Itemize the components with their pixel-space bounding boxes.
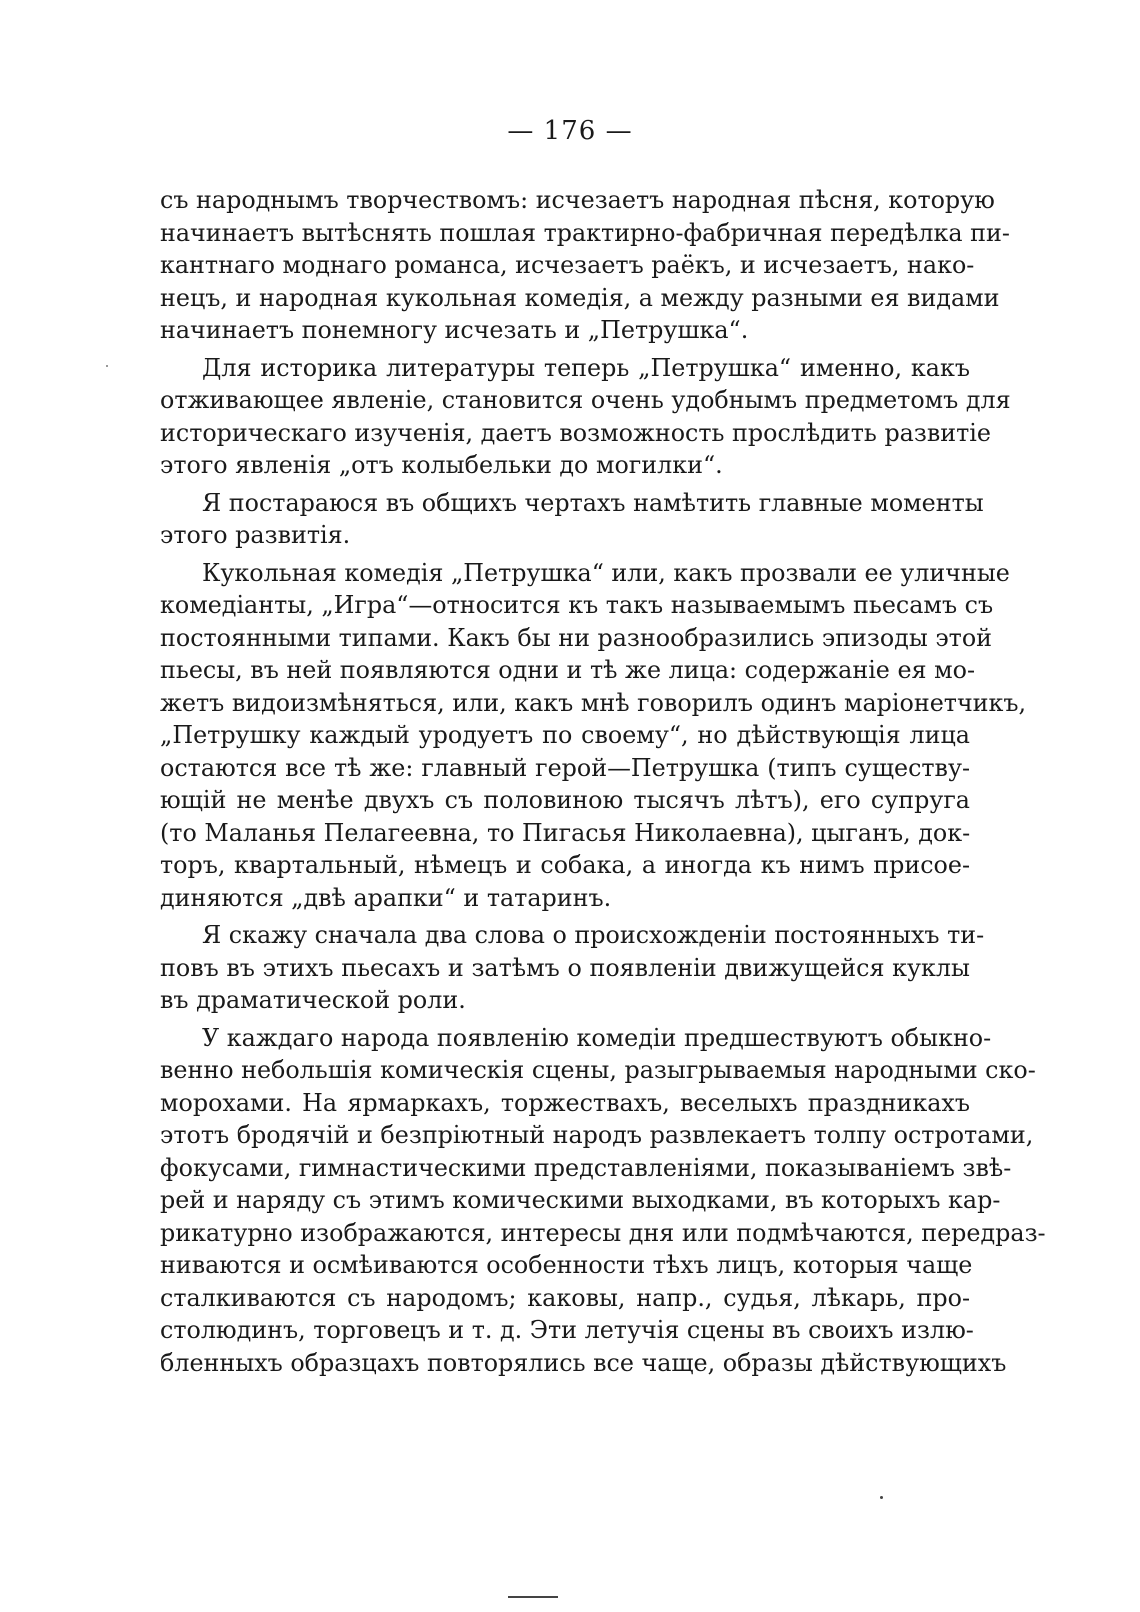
body-text: [160, 184, 1046, 1379]
paragraph: [160, 184, 1010, 347]
text-line: Я постараюся въ общихъ чертахъ намѣтить главные моменты: [202, 488, 984, 517]
text-line: У каждаго народа появленію комедіи предшествуютъ обыкно-: [202, 1023, 992, 1052]
text-line: сталкиваются съ народомъ; каковы, напр., судья, лѣкарь, про-: [160, 1283, 970, 1312]
paragraph: [160, 1022, 1046, 1380]
text-line: съ народнымъ творчествомъ: исчезаетъ народная пѣсня, которую: [160, 186, 995, 214]
text-line: морохами. На ярмаркахъ, торжествахъ, веселыхъ праздникахъ: [160, 1088, 970, 1117]
text-line: этотъ бродячій и безпріютный народъ развлекаетъ толпу остротами,: [160, 1121, 1034, 1149]
paragraph: [160, 487, 984, 552]
text-line: постоянными типами. Какъ бы ни разнообразились эпизоды этой: [160, 623, 993, 652]
paragraph: [160, 919, 985, 1017]
text-line: пьесы, въ ней появляются одни и тѣ же лица: содержаніе ея мо-: [160, 656, 975, 684]
text-line: Я скажу сначала два слова о происхожденіи постоянныхъ ти-: [202, 921, 985, 949]
page-number: — 176 —: [507, 116, 633, 146]
text-line: венно небольшія комическія сцены, разыгрываемыя народными ско-: [160, 1056, 1036, 1084]
text-line: торъ, квартальный, нѣмецъ и собака, а иногда къ нимъ присое-: [160, 851, 970, 879]
paragraph: [160, 557, 1027, 915]
text-line: диняются „двѣ арапки“ и татаринъ.: [160, 883, 612, 912]
scan-speck-left: [106, 365, 108, 367]
text-line: столюдинъ, торговецъ и т. д. Эти летучія сцены въ своихъ излю-: [160, 1316, 974, 1344]
text-line: „Петрушку каждый уродуетъ по своему“, но дѣйствующія лица: [160, 721, 970, 749]
text-line: начинаетъ понемногу исчезать и „Петрушка“.: [160, 316, 749, 344]
text-line: остаются все тѣ же: главный герой—Петрушка (типъ существу-: [160, 753, 970, 782]
scan-speck: [880, 1496, 883, 1499]
text-line: рикатурно изображаются, интересы дня или подмѣчаются, передраз-: [160, 1218, 1046, 1247]
text-line: отживающее явленіе, становится очень удобнымъ предметомъ для: [160, 386, 1011, 414]
text-line: кантнаго моднаго романса, исчезаетъ раёкъ, и исчезаетъ, нако-: [160, 251, 975, 279]
text-line: (то Маланья Пелагеевна, то Пигасья Николаевна), цыганъ, док-: [160, 818, 971, 847]
text-line: начинаетъ вытѣснять пошлая трактирно-фабричная передѣлка пи-: [160, 218, 1010, 247]
text-line: этого явленія „отъ колыбельки до могилки“.: [160, 451, 723, 479]
text-line: повъ въ этихъ пьесахъ и затѣмъ о появленіи движущейся куклы: [160, 953, 970, 982]
text-line: Для историка литературы теперь „Петрушка“ именно, какъ: [202, 353, 970, 382]
paragraph: [160, 352, 1011, 482]
text-line: ниваются и осмѣиваются особенности тѣхъ лицъ, которыя чаще: [160, 1251, 973, 1279]
text-line: нецъ, и народная кукольная комедія, а между разными ея видами: [160, 283, 1000, 312]
text-line: рей и наряду съ этимъ комическими выходками, въ которыхъ кар-: [160, 1186, 1001, 1214]
text-line: фокусами, гимнастическими представленіями, показываніемъ звѣ-: [160, 1153, 1012, 1182]
text-line: жетъ видоизмѣняться, или, какъ мнѣ говорилъ одинъ маріонетчикъ,: [160, 688, 1027, 717]
scan-edge-mark: [508, 1596, 558, 1598]
text-line: комедіанты, „Игра“—относится къ такъ называемымъ пьесамъ съ: [160, 591, 994, 619]
text-line: бленныхъ образцахъ повторялись все чаще, образы дѣйствующихъ: [160, 1348, 1007, 1377]
text-line: въ драматической роли.: [160, 986, 466, 1014]
text-line: Кукольная комедія „Петрушка“ или, какъ прозвали ее уличные: [202, 558, 1010, 587]
text-line: историческаго изученія, даетъ возможность прослѣдить развитіе: [160, 418, 991, 447]
text-line: этого развитія.: [160, 521, 351, 549]
text-line: ющій не менѣе двухъ съ половиною тысячъ лѣтъ), его супруга: [160, 786, 970, 814]
